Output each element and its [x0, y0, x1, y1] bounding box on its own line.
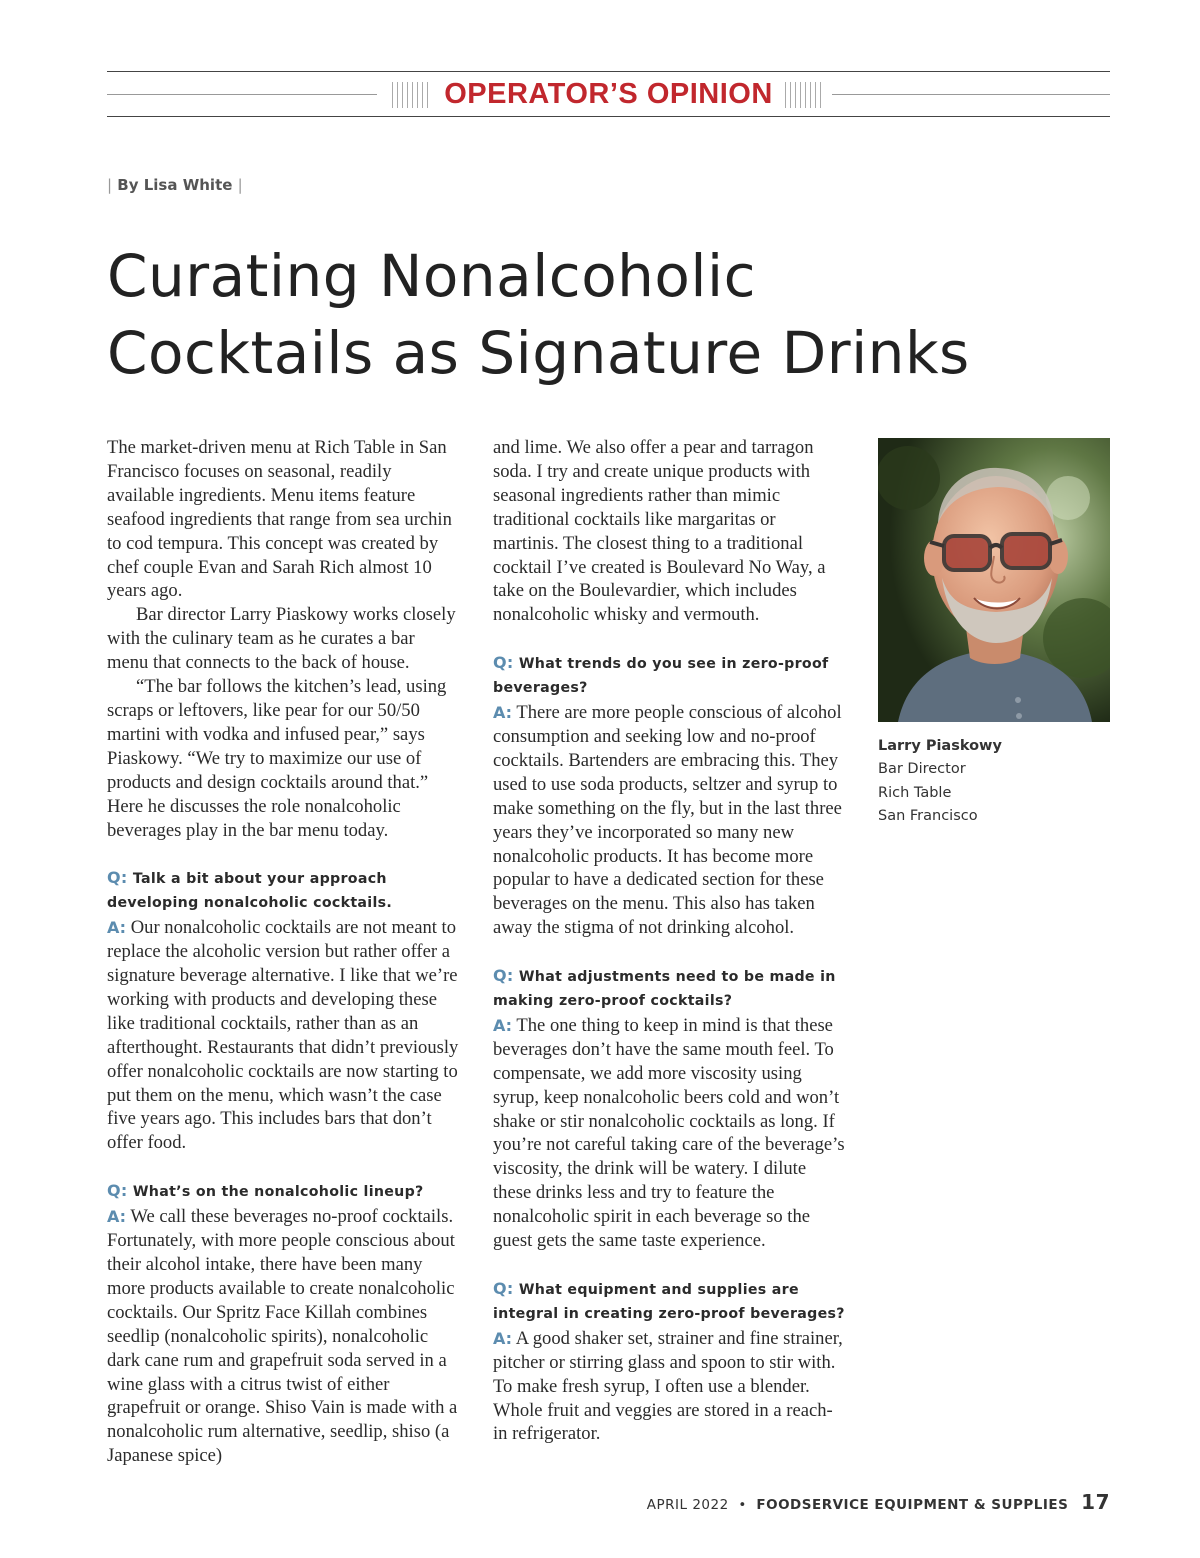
qa-block — [493, 1277, 845, 1446]
qa-block — [107, 866, 459, 1155]
q-label: Q: — [493, 653, 514, 673]
question — [493, 964, 845, 1014]
question-text: What’s on the nonalcoholic lineup? — [132, 1184, 424, 1201]
a-label: A: — [107, 1207, 127, 1227]
answer-text: A good shaker set, strainer and fine strainer, pitcher or stirring glass and spoon to stir with. To make fresh syrup, I often use a blender. Whole fruit and veggies are stored in a reach-in refrigerator. — [493, 1327, 843, 1445]
answer — [493, 1014, 845, 1253]
header-left-bars — [392, 82, 432, 108]
article-headline — [107, 238, 1117, 392]
qa-block — [107, 1179, 459, 1468]
question — [493, 1277, 845, 1327]
headline-line-1: Curating Nonalcoholic — [107, 242, 757, 310]
answer-text: We call these beverages no-proof cocktails. Fortunately, with more people conscious about their alcohol intake, there have been many more products available to create nonalcoholic cocktails. Our Spritz Face Killah combines seedlip (nonalcoholic spirits), nonalcoholic dark cane rum and grapefruit soda served in a wine glass with a citrus twist of either grapefruit or orange. Shiso Vain is made with a nonalcoholic rum alternative, seedlip, shiso (a Japanese spice) — [107, 1206, 458, 1467]
byline-author: By Lisa White — [117, 176, 233, 194]
section-title: OPERATOR’S OPINION — [444, 78, 773, 110]
a-label: A: — [493, 1328, 513, 1348]
byline: | By Lisa White | — [107, 176, 243, 194]
a-label: A: — [493, 703, 513, 723]
q-label: Q: — [493, 1279, 514, 1298]
question — [107, 1179, 459, 1205]
article-column-2 — [493, 436, 845, 1446]
header-bottom-rule — [107, 116, 1110, 117]
question-text: Talk a bit about your approach developing nonalcoholic cocktails. — [107, 871, 393, 912]
answer — [107, 1205, 459, 1468]
answer-continued: and lime. We also offer a pear and tarragon soda. I try and create unique products with seasonal ingredients rather than mimic traditional cocktails like margaritas or martinis. The closest thing to a traditional cocktail I’ve created is Boulevard No Way, a take on the Boulevardier, which includes nonalcoholic whisky and vermouth. — [493, 437, 826, 626]
headline-line-2: Cocktails as Signature Drinks — [107, 319, 970, 387]
footer-bullet: • — [738, 1497, 747, 1513]
intro-paragraph: “The bar follows the kitchen’s lead, using scraps or leftovers, like pear for our 50/50 martini with vodka and infused pear,” says Piaskowy. “We try to maximize our use of products and design cocktails around that.” Here he discusses the role nonalcoholic beverages play in the bar menu today. — [107, 676, 447, 841]
caption-venue: Rich Table — [878, 784, 952, 801]
portrait-photo — [878, 438, 1110, 722]
question — [493, 651, 845, 701]
qa-block — [493, 651, 845, 940]
footer-publication: FOODSERVICE EQUIPMENT & SUPPLIES — [756, 1497, 1069, 1513]
header-right-bars — [785, 82, 825, 108]
q-label: Q: — [107, 1181, 128, 1201]
a-label: A: — [107, 918, 127, 938]
caption-city: San Francisco — [878, 807, 978, 824]
caption-name: Larry Piaskowy — [878, 738, 1002, 754]
intro-paragraph: Bar director Larry Piaskowy works closely with the culinary team as he curates a bar menu that connects to the back of house. — [107, 604, 456, 674]
a-label: A: — [493, 1015, 513, 1035]
caption-title: Bar Director — [878, 761, 966, 778]
photo-caption — [878, 735, 1002, 828]
section-header — [107, 78, 1110, 110]
intro-paragraph: The market-driven menu at Rich Table in San Francisco focuses on seasonal, readily available ingredients. Menu items feature seafood ingredients that range from sea urchin to cod tempura. This concept was created by chef couple Evan and Sarah Rich almost 10 years ago. — [107, 437, 452, 602]
answer-text: There are more people conscious of alcohol consumption and seeking low and no-proof cocktails. Bartenders are embracing this. They used to use soda products, seltzer and syrup to make something on the fly, but in the last three years they’ve incorporated so many new nonalcoholic products. It has become more popular to have a dedicated section for these beverages on the menu. This also has taken away the stigma of not drinking alcohol. — [493, 702, 842, 939]
answer — [493, 1327, 845, 1447]
article-column-1 — [107, 436, 459, 1468]
question-text: What equipment and supplies are integral in creating zero-proof beverages? — [493, 1282, 845, 1322]
qa-block — [493, 964, 845, 1253]
footer-date: APRIL 2022 — [646, 1497, 729, 1513]
answer — [107, 916, 459, 1155]
answer-text: The one thing to keep in mind is that these beverages don’t have the same mouth feel. To compensate, we add more viscosity using syrup, keep nonalcoholic beers cold and won’t shake or stir nonalcoholic cocktails as long. If you’re not careful taking care of the beverage’s viscosity, the drink will be watery. I dilute these drinks less and try to feature the nonalcoholic spirit in each beverage so the guest gets the same taste experience. — [493, 1014, 845, 1252]
question-text: What trends do you see in zero-proof beverages? — [493, 656, 829, 697]
question-text: What adjustments need to be made in making zero-proof cocktails? — [493, 969, 836, 1010]
q-label: Q: — [493, 966, 514, 986]
q-label: Q: — [107, 868, 128, 888]
answer — [493, 701, 845, 940]
page-number: 17 — [1081, 1490, 1110, 1514]
question — [107, 866, 459, 916]
header-top-rule — [107, 71, 1110, 72]
page-footer — [647, 1490, 1110, 1514]
answer-text: Our nonalcoholic cocktails are not meant to replace the alcoholic version but rather offer a signature beverage alternative. I like that we’re working with products and developing these like traditional cocktails, rather than as an afterthought. Restaurants that didn’t previously offer nonalcoholic cocktails are now starting to put them on the menu, which wasn’t the case five years ago. This includes bars that don’t offer food. — [107, 917, 459, 1154]
